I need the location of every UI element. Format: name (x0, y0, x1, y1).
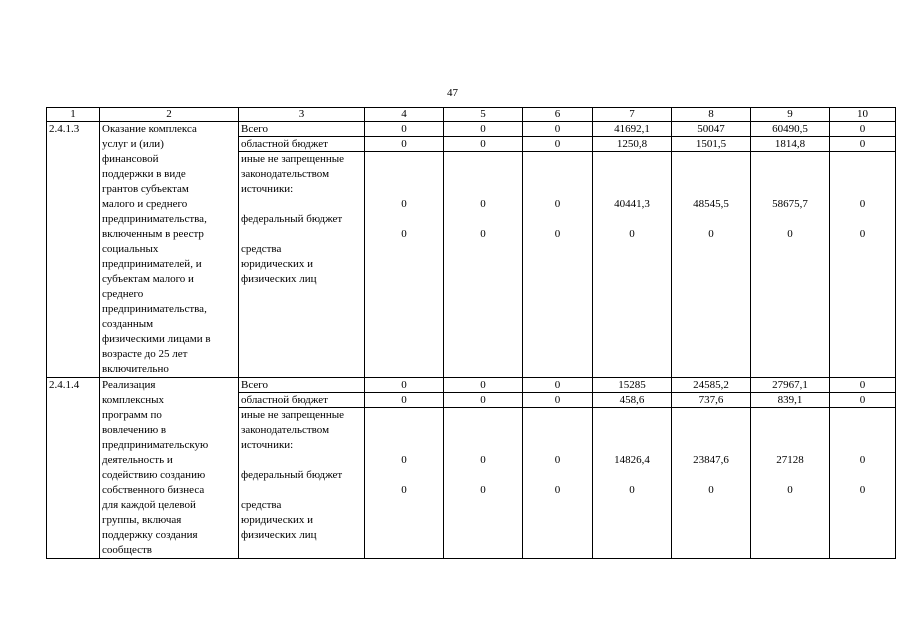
spacer (595, 182, 669, 197)
federal-value: 40441,3 (614, 198, 650, 210)
spacer (595, 167, 669, 182)
spacer (446, 152, 520, 167)
spacer (674, 182, 748, 197)
source-other-block (239, 152, 365, 378)
total-value-cell: 0 (830, 122, 896, 137)
header-cell: 10 (830, 108, 896, 122)
legal-value: 0 (859, 228, 866, 240)
regional-value-cell: 0 (830, 137, 896, 152)
item-name-line: Оказание комплекса (102, 123, 197, 135)
source-legal-line: физических лиц (241, 273, 317, 285)
header-cell: 7 (593, 108, 672, 122)
federal-value: 0 (554, 198, 561, 210)
regional-value-cell: 0 (523, 137, 593, 152)
total-value-cell: 0 (830, 378, 896, 393)
legal-value: 0 (401, 484, 407, 496)
spacer (525, 212, 590, 227)
item-name-line: группы, включая (102, 514, 182, 526)
legal-value: 0 (554, 228, 561, 240)
page-number: 47 (447, 87, 458, 99)
total-value-cell: 27967,1 (751, 378, 830, 393)
item-name-line: физическими лицами в (102, 333, 211, 345)
total-value-cell: 0 (523, 122, 593, 137)
federal-value: 58675,7 (772, 198, 808, 210)
spacer (446, 167, 520, 182)
source-other-line: иные не запрещенные (241, 153, 345, 165)
other-sources-value-cell (672, 152, 751, 378)
spacer (753, 408, 827, 423)
total-value-cell: 41692,1 (593, 122, 672, 137)
spacer (525, 423, 590, 438)
regional-value-cell: 1814,8 (751, 137, 830, 152)
header-cell: 3 (239, 108, 365, 122)
federal-value: 0 (859, 454, 866, 466)
regional-value-cell: 0 (444, 393, 523, 408)
spacer (674, 468, 748, 483)
federal-value: 0 (401, 198, 407, 210)
item-name-line: вовлечению в (102, 424, 167, 436)
spacer (525, 468, 590, 483)
source-regional-label: областной бюджет (239, 393, 365, 408)
source-federal-label: федеральный бюджет (241, 469, 343, 481)
legal-value: 0 (708, 228, 714, 240)
regional-value-cell: 0 (523, 393, 593, 408)
regional-value-cell: 0 (365, 393, 444, 408)
source-other-line: законодательством (241, 424, 330, 436)
source-legal-line: юридических и (241, 258, 314, 270)
spacer (446, 182, 520, 197)
regional-value-cell: 458,6 (593, 393, 672, 408)
spacer (595, 212, 669, 227)
spacer (595, 468, 669, 483)
item-name (100, 122, 239, 378)
legal-value: 0 (554, 484, 561, 496)
federal-value: 0 (480, 198, 486, 210)
total-value-cell: 0 (365, 122, 444, 137)
legal-value: 0 (401, 228, 407, 240)
source-total-label: Всего (239, 122, 365, 137)
spacer (367, 438, 441, 453)
item-name-line: деятельность и (102, 454, 173, 466)
spacer (241, 197, 362, 212)
total-value-cell: 0 (365, 378, 444, 393)
spacer (674, 408, 748, 423)
header-cell: 8 (672, 108, 751, 122)
legal-value: 0 (708, 484, 714, 496)
regional-value-cell: 0 (365, 137, 444, 152)
header-cell: 9 (751, 108, 830, 122)
legal-value: 0 (480, 228, 486, 240)
spacer (446, 468, 520, 483)
item-total-row (47, 378, 896, 393)
source-other-line: источники: (241, 183, 294, 195)
federal-value: 0 (554, 454, 561, 466)
item-name-line: среднего (102, 288, 144, 300)
item-name-line: предпринимателей, и (102, 258, 202, 270)
source-regional-label: областной бюджет (239, 137, 365, 152)
spacer (446, 438, 520, 453)
source-other-line: источники: (241, 439, 294, 451)
federal-value: 0 (859, 198, 866, 210)
spacer (832, 423, 893, 438)
spacer (674, 152, 748, 167)
source-other-block (239, 408, 365, 559)
federal-value: 23847,6 (693, 454, 729, 466)
other-sources-value-cell (751, 408, 830, 559)
item-code: 2.4.1.3 (47, 122, 100, 378)
total-value-cell: 15285 (593, 378, 672, 393)
spacer (595, 423, 669, 438)
spacer (753, 167, 827, 182)
spacer (525, 167, 590, 182)
item-name-line: услуг и (или) (102, 138, 164, 150)
regional-value-cell: 1250,8 (593, 137, 672, 152)
other-sources-value-cell (672, 408, 751, 559)
spacer (367, 408, 441, 423)
spacer (753, 438, 827, 453)
spacer (832, 212, 893, 227)
federal-value: 48545,5 (693, 198, 729, 210)
spacer (525, 408, 590, 423)
total-value-cell: 60490,5 (751, 122, 830, 137)
item-code: 2.4.1.4 (47, 378, 100, 559)
regional-value-cell: 839,1 (751, 393, 830, 408)
regional-value-cell: 0 (444, 137, 523, 152)
legal-value: 0 (480, 484, 486, 496)
spacer (595, 438, 669, 453)
legal-value: 0 (787, 228, 793, 240)
spacer (832, 438, 893, 453)
item-name-line: содействию созданию (102, 469, 206, 481)
spacer (446, 408, 520, 423)
item-name-line: программ по (102, 409, 162, 421)
spacer (367, 182, 441, 197)
source-legal-line: физических лиц (241, 529, 317, 541)
source-legal-line: средства (241, 243, 282, 255)
total-value-cell: 50047 (672, 122, 751, 137)
other-sources-value-cell (523, 408, 593, 559)
federal-value: 27128 (776, 454, 804, 466)
spacer (367, 468, 441, 483)
item-name-line: грантов субъектам (102, 183, 189, 195)
other-sources-value-cell (523, 152, 593, 378)
item-name-line: поддержку создания (102, 529, 198, 541)
spacer (753, 182, 827, 197)
spacer (367, 152, 441, 167)
header-cell: 2 (100, 108, 239, 122)
spacer (367, 212, 441, 227)
source-legal-line: средства (241, 499, 282, 511)
item-name-line: включенным в реестр (102, 228, 204, 240)
item-name (100, 378, 239, 559)
spacer (367, 423, 441, 438)
other-sources-value-cell (365, 408, 444, 559)
total-value-cell: 24585,2 (672, 378, 751, 393)
header-cell: 6 (523, 108, 593, 122)
spacer (446, 423, 520, 438)
spacer (832, 468, 893, 483)
legal-value: 0 (629, 484, 635, 496)
item-name-line: субъектам малого и (102, 273, 194, 285)
spacer (832, 167, 893, 182)
spacer (241, 483, 362, 498)
item-name-line: возрасте до 25 лет (102, 348, 188, 360)
other-sources-value-cell (593, 408, 672, 559)
spacer (832, 182, 893, 197)
item-name-line: комплексных (102, 394, 165, 406)
item-name-line: предпринимательскую (102, 439, 209, 451)
regional-value-cell: 737,6 (672, 393, 751, 408)
spacer (241, 453, 362, 468)
total-value-cell: 0 (444, 122, 523, 137)
other-sources-value-cell (830, 408, 896, 559)
spacer (525, 438, 590, 453)
item-name-line: финансовой (102, 153, 159, 165)
legal-value: 0 (629, 228, 635, 240)
header-row (47, 108, 896, 122)
item-name-line: предпринимательства, (102, 213, 207, 225)
spacer (753, 423, 827, 438)
spacer (525, 182, 590, 197)
item-name-line: предпринимательства, (102, 303, 207, 315)
item-name-line: сообществ (102, 544, 152, 556)
legal-value: 0 (787, 484, 793, 496)
spacer (595, 408, 669, 423)
source-federal-label: федеральный бюджет (241, 213, 343, 225)
spacer (674, 423, 748, 438)
spacer (241, 227, 362, 242)
spacer (753, 152, 827, 167)
spacer (367, 167, 441, 182)
header-cell: 4 (365, 108, 444, 122)
federal-value: 0 (480, 454, 486, 466)
item-name-line: созданным (102, 318, 154, 330)
source-other-line: законодательством (241, 168, 330, 180)
legal-value: 0 (859, 484, 866, 496)
item-name-line: включительно (102, 363, 169, 375)
spacer (595, 152, 669, 167)
other-sources-value-cell (444, 152, 523, 378)
spacer (674, 167, 748, 182)
spacer (753, 468, 827, 483)
spacer (753, 212, 827, 227)
source-total-label: Всего (239, 378, 365, 393)
spacer (832, 408, 893, 423)
source-legal-line: юридических и (241, 514, 314, 526)
item-name-line: собственного бизнеса (102, 484, 205, 496)
item-name-line: Реализация (102, 379, 156, 391)
federal-value: 0 (401, 454, 407, 466)
header-cell: 5 (444, 108, 523, 122)
regional-value-cell: 1501,5 (672, 137, 751, 152)
spacer (674, 212, 748, 227)
item-name-line: для каждой целевой (102, 499, 196, 511)
other-sources-value-cell (593, 152, 672, 378)
federal-value: 14826,4 (614, 454, 650, 466)
spacer (674, 438, 748, 453)
budget-table (46, 107, 896, 559)
other-sources-value-cell (751, 152, 830, 378)
item-total-row (47, 122, 896, 137)
header-cell: 1 (47, 108, 100, 122)
other-sources-value-cell (444, 408, 523, 559)
source-other-line: иные не запрещенные (241, 409, 345, 421)
item-name-line: социальных (102, 243, 159, 255)
total-value-cell: 0 (444, 378, 523, 393)
item-name-line: поддержки в виде (102, 168, 186, 180)
total-value-cell: 0 (523, 378, 593, 393)
regional-value-cell: 0 (830, 393, 896, 408)
other-sources-value-cell (365, 152, 444, 378)
item-name-line: малого и среднего (102, 198, 188, 210)
spacer (832, 152, 893, 167)
spacer (446, 212, 520, 227)
spacer (525, 152, 590, 167)
other-sources-value-cell (830, 152, 896, 378)
